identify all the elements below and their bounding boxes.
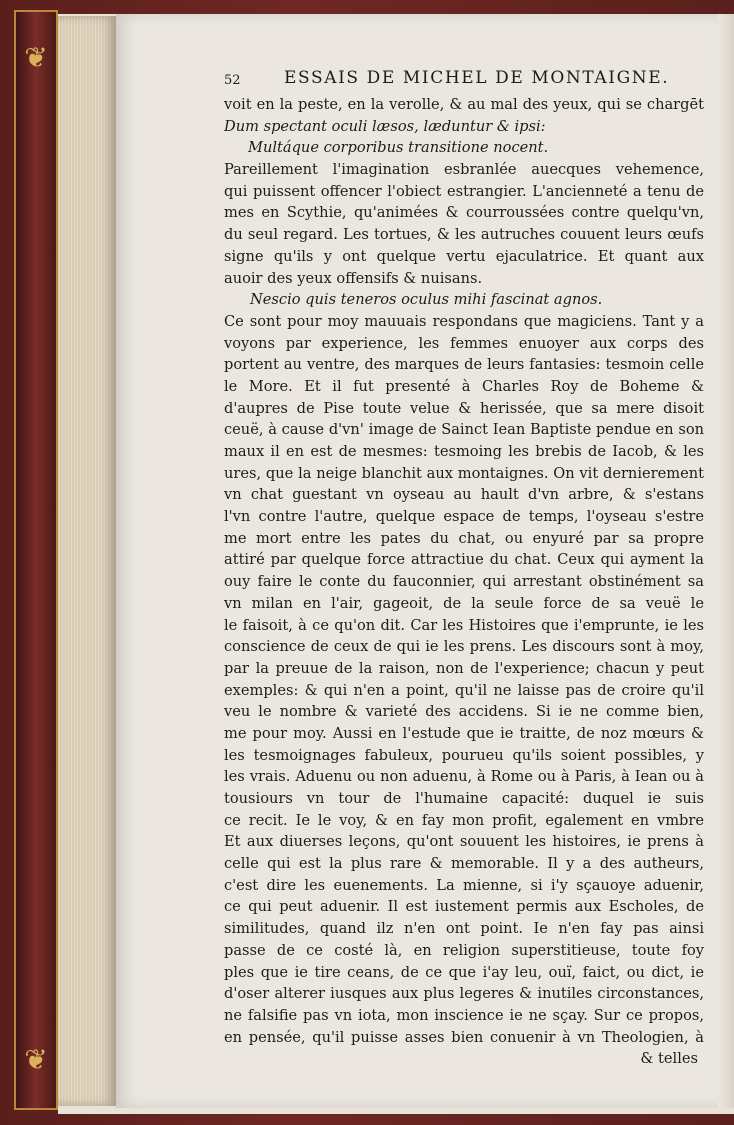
text-line: portent au ventre, des marques de leurs fantasies: tesmoin celle <box>224 356 704 374</box>
text-line: voit en la peste, en la verolle, & au mal des yeux, qui se chargēt <box>224 96 704 113</box>
page-number: 52 <box>224 73 241 88</box>
text-line: vn chat guestant vn oyseau au hault d'vn arbre, & s'estans <box>224 486 704 504</box>
text-line: auoir des yeux offensifs & nuisans. <box>224 269 483 287</box>
text-line: ce qui peut aduenir. Il est iustement permis aux Escholes, de <box>224 898 704 916</box>
text-line: ples que ie tire ceans, de ce que i'ay leu, ouï, faict, ou dict, ie <box>224 963 704 981</box>
text-line: attiré par quelque force attractiue du chat. Ceux qui ayment la <box>224 551 704 569</box>
running-title: ESSAIS DE MICHEL DE MONTAIGNE. <box>284 68 670 88</box>
text-line: conscience de ceux de qui ie les prens. Les discours sont à moy, <box>224 638 704 656</box>
text-line: vn milan en l'air, gageoit, de la seule force de sa veuë le <box>224 594 704 612</box>
text-line: le More. Et il fut presenté à Charles Roy de Boheme & <box>224 377 704 395</box>
text-line: ouy faire le conte du fauconnier, qui arrestant obstinément sa <box>224 573 704 591</box>
text-line: ce recit. Ie le voy, & en fay mon profit, egalement en vmbre <box>224 811 704 829</box>
ornament-bottom-icon: ❦ <box>24 1043 48 1076</box>
text-line: ne falsifie pas vn iota, mon inscience ie ne sçay. Sur ce propos, <box>224 1006 704 1024</box>
text-line: Et aux diuerses leçons, qu'ont souuent les histoires, ie prens à <box>224 833 704 851</box>
text-line: mes en Scythie, qu'animées & courroussées contre quelqu'vn, <box>224 204 704 222</box>
text-line: les vrais. Aduenu ou non aduenu, à Rome ou à Paris, à Iean ou à <box>224 768 704 786</box>
text-line: les tesmoignages fabuleux, pourueu qu'ils soient possibles, y <box>224 746 704 764</box>
text-line: c'est dire les euenements. La mienne, si i'y sçauoye aduenir, <box>224 876 704 894</box>
text-line: d'aupres de Pise toute velue & herissée, que sa mere disoit <box>224 399 704 417</box>
text-line: par la preuue de la raison, non de l'experience; chacun y peut <box>224 659 704 677</box>
page-header <box>224 70 704 94</box>
text-line: Pareillement l'imagination esbranlée auecques vehemence, <box>224 161 704 179</box>
text-line: celle qui est la plus rare & memorable. Il y a des autheurs, <box>224 855 704 873</box>
verse-line: Nescio quis teneros oculus mihi fascinat agnos. <box>250 291 603 309</box>
text-line: d'oser alterer iusques aux plus legeres & inutiles circonstances, <box>224 985 704 1003</box>
text-line: me pour moy. Aussi en l'estude que ie traitte, de noz mœurs & <box>224 724 704 742</box>
text-line: qui puissent offencer l'obiect estrangier. L'ancienneté a tenu de <box>224 182 704 200</box>
text-line: en pensée, qu'il puisse asses bien conuenir à vn Theologien, à <box>224 1028 704 1046</box>
text-line: maux il en est de mesmes: tesmoing les brebis de Iacob, & les <box>224 443 704 460</box>
verse-line: Dum spectant oculi læsos, læduntur & ipsi: <box>224 117 546 135</box>
text-line: voyons par experience, les femmes enuoyer aux corps des <box>224 334 704 352</box>
text-line: passe de ce costé là, en religion superstitieuse, toute foy <box>224 941 704 959</box>
text-line: exemples: & qui n'en a point, qu'il ne laisse pas de croire qu'il <box>224 681 704 699</box>
text-line: veu le nombre & varieté des accidens. Si ie ne comme bien, <box>224 703 704 721</box>
ornament-top-icon: ❦ <box>24 41 48 74</box>
catchword: & telles <box>640 1050 698 1068</box>
text-line: le faisoit, à ce qu'on dit. Car les Histoires que i'emprunte, ie les <box>224 616 704 634</box>
text-line: Ce sont pour moy mauuais respondans que magiciens. Tant y a <box>224 312 704 330</box>
page-right-edge <box>718 14 734 1108</box>
text-line: du seul regard. Les tortues, & les autruches couuent leurs œufs <box>224 226 704 244</box>
verse-line: Multáque corporibus transitione nocent. <box>248 139 549 157</box>
text-line: ures, que la neige blanchit aux montaignes. On vit dernierement <box>224 464 704 482</box>
page-edges <box>58 16 116 1106</box>
cover-spine-edge <box>14 10 58 1110</box>
text-line: similitudes, quand ilz n'en ont point. Ie n'en fay pas ainsi <box>224 920 704 938</box>
text-line: l'vn contre l'autre, quelque espace de temps, l'oyseau s'estre <box>224 508 704 526</box>
text-line: tousiours vn tour de l'humaine capacité: duquel ie suis <box>224 790 704 807</box>
text-line: me mort entre les pates du chat, ou enyuré par sa propre <box>224 529 704 547</box>
text-line: signe qu'ils y ont quelque vertu ejaculatrice. Et quant aux <box>224 247 704 265</box>
page-text <box>224 70 704 1070</box>
text-line: ceuë, à cause d'vn' image de Sainct Iean Baptiste pendue en son <box>224 421 704 439</box>
